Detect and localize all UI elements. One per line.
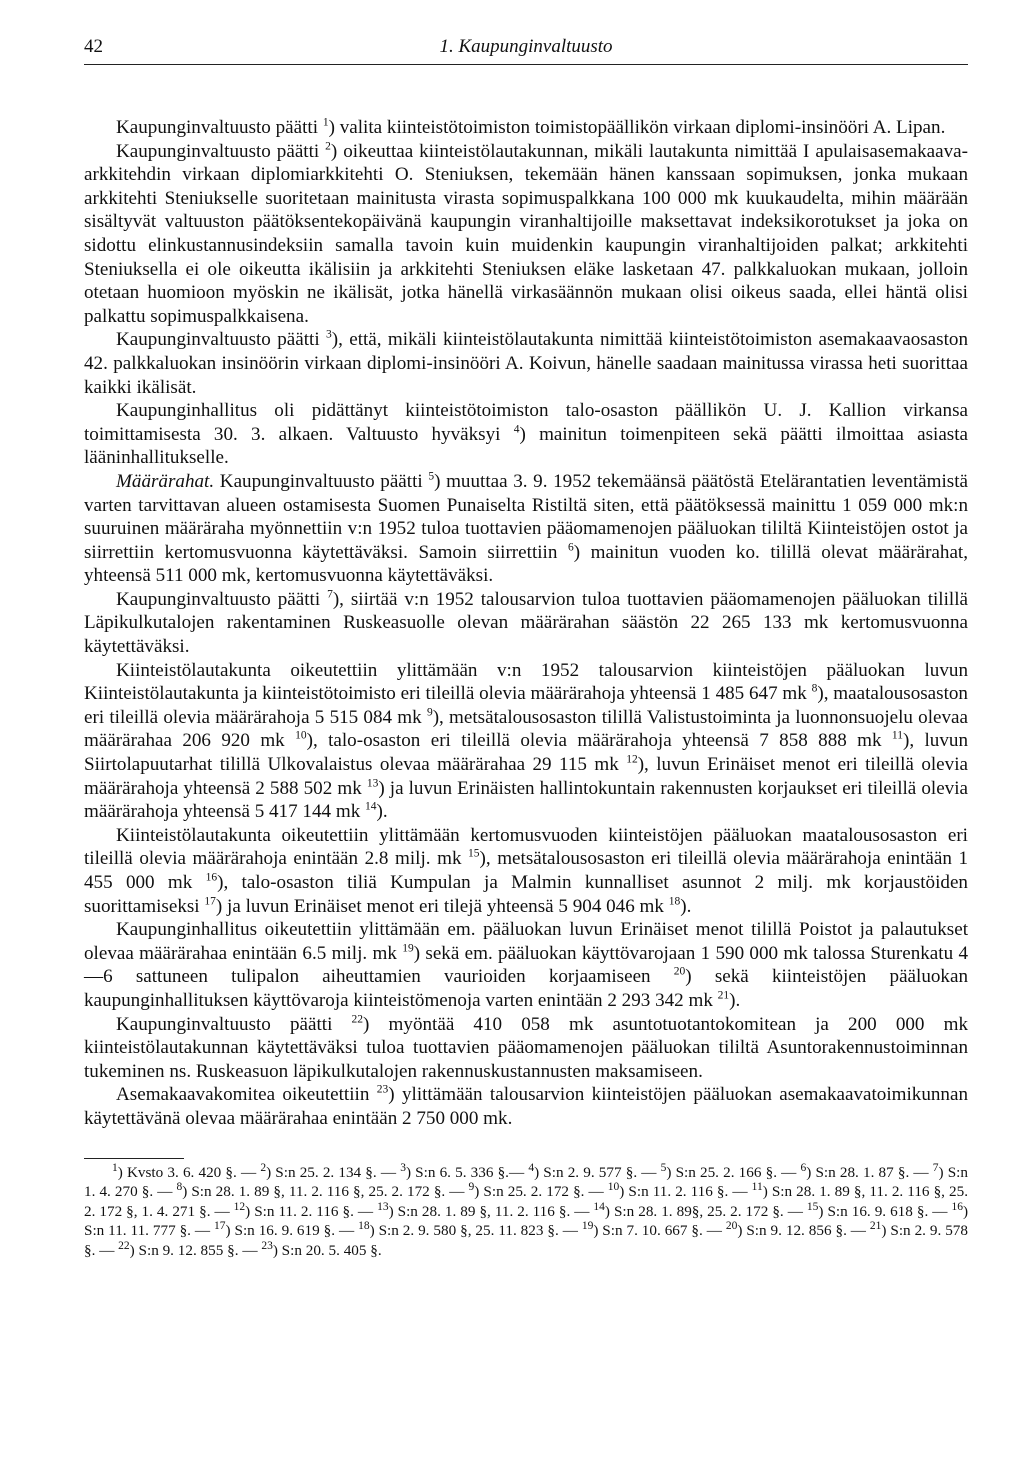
paragraph: Kaupunginvaltuusto päätti $^3$), että, mikäli kiinteistölautakunta nimittää kiinteistötoimiston asemakaavaosaston 42. palkkaluokan insinöörin virkaan diplomi-insinööri A. Koivun, hänelle saadaan mainitussa virassa heti suorittaa kaikki ikälisät.	[84, 328, 968, 398]
paragraph: Kiinteistölautakunta oikeutettiin ylittämään v:n 1952 talousarvion kiinteistöjen pääluokan luvun Kiinteistölautakunta ja kiinteistötoimisto eri tileillä olevia määrärahoja yhteensä 1 485 647 mk $^8$), maatalousosaston eri tileillä olevia määrärahoja 5 515 084 mk $^9$), metsätalousosaston tilillä Valistustoiminta ja luonnonsuojelu olevaa määrärahaa 206 920 mk $^{10}$), talo-osaston eri tileillä olevia määrärahoja yhteensä 7 858 888 mk $^{11}$), luvun Siirtolapuutarhat tilillä Ulkovalaistus olevaa määrärahaa 29 115 mk $^{12}$), luvun Erinäiset menot eri tileillä olevia määrärahoja yhteensä 2 588 502 mk $^{13}$) ja luvun Erinäisten hallintokuntain rakennusten korjaukset eri tileillä olevia määrärahoja yhteensä 5 417 144 mk $^{14}$).	[84, 659, 969, 823]
footnote-marker: 2	[325, 140, 331, 153]
footnote-marker: 22	[118, 1239, 130, 1252]
text-run: .	[735, 989, 741, 1011]
footnote-marker: 23	[261, 1239, 273, 1252]
footnote-marker: 4	[513, 423, 520, 436]
paragraph: Määrärahat. Kaupunginvaltuusto päätti $^5$) muuttaa 3. 9. 1952 tekemäänsä päätöstä Etelärantatien leventämistä varten tarvittavan alueen ostamisesta Suomen Punaiselta Ristiltä siten, että päätöksessä mainittu 1 059 000 mk:n suuruinen määräraha myönnettiin v:n 1952 tuloa tuottavien pääomamenojen pääluokan tililtä Kiinteistöjen ostot ja siirrettiin kertomusvuonna käytettäväksi. Samoin siirrettiin $^6$) mainitun vuoden ko. tilillä olevat määrärahat, yhteensä 511 000 mk, kertomusvuonna käytettäväksi.	[84, 470, 968, 587]
footnote-marker: 4	[528, 1161, 535, 1174]
footnote-marker: 3	[400, 1161, 406, 1174]
text-run: , talo-osaston tiliä Kumpulan ja Malmin kunnalliset asunnot 2 milj. mk korjaustöiden suorittamiseksi	[84, 872, 968, 917]
text-run: S:n 16. 9. 618 §. —	[823, 1202, 952, 1220]
text-run: S:n 28. 1. 89 §, 11. 2. 116 §, 25. 2. 172 §, 1. 4. 271 §. —	[84, 1183, 969, 1220]
text-run: S:n 11. 2. 116 §. —	[624, 1183, 752, 1201]
footnote-marker: 10	[607, 1181, 620, 1194]
text-run: S:n 9. 12. 855 §. —	[134, 1241, 262, 1259]
text-run: ylittämään talousarvion kiinteistöjen pääluokan asemakaavatoimikunnan käytettävänä olevaa määrärahaa enintään 2 750 000 mk.	[84, 1084, 969, 1129]
text-run: Kaupunginvaltuusto päätti	[116, 140, 326, 162]
text-run: muuttaa 3. 9. 1952 tekemäänsä päätöstä Etelärantatien leventämistä varten tarvittavan alueen ostamisesta Suomen Punaiselta Ristiltä siten, että päätöksessä mainittu 1 059 000 mk:n suuruinen määräraha myönnettiin v:n 1952 tuloa tuottavien pääomamenojen pääluokan tililtä Kiinteistöjen ostot ja siirrettiin kertomusvuonna käytettäväksi. Samoin siirrettiin	[84, 470, 968, 563]
footnote-marker: 11	[891, 730, 903, 743]
footnotes-rule	[84, 1158, 184, 1159]
footnotes-section	[84, 1158, 968, 1261]
text-run: .	[382, 801, 388, 823]
text-run: myöntää 410 058 mk asuntotuotantokomitean ja 200 000 mk kiinteistölautakunnan käytettäväksi tuloa tuottavien pääomamenojen pääluokan tililtä Asuntorakennustoiminnan tukeminen ns. Ruskeasuon läpikulkutalojen rakennuskustannusten maksamiseen.	[84, 1013, 968, 1082]
body-text	[84, 116, 968, 1131]
text-run: sekä kiinteistöjen pääluokan kaupunginhallituksen käyttövaroja kiinteistömenoja varten enintään 2 293 342 mk	[84, 966, 968, 1011]
paragraph: Kaupunginvaltuusto päätti $^{22}$) myöntää 410 058 mk asuntotuotantokomitean ja 200 000 mk kiinteistölautakunnan käytettäväksi tuloa tuottavien pääomamenojen pääluokan tililtä Asuntorakennustoiminnan tukeminen ns. Ruskeasuon läpikulkutalojen rakennuskustannusten maksamiseen.	[84, 1013, 968, 1082]
text-run: , luvun Siirtolapuutarhat tilillä Ulkovalaistus olevaa määrärahaa 29 115 mk	[84, 730, 968, 776]
text-run: valita kiinteistötoimiston toimistopäällikön virkaan diplomi-insinööri A. Lipan.	[334, 117, 946, 138]
text-run: S:n 2. 9. 580 §, 25. 11. 823 §. —	[374, 1222, 582, 1240]
text-run: ja luvun Erinäisten hallintokuntain rakennusten korjaukset eri tileillä olevia määrärahoja yhteensä 5 417 144 mk	[84, 777, 969, 823]
text-run: S:n 25. 2. 172 §. —	[479, 1183, 608, 1201]
footnote-marker: 14	[593, 1200, 605, 1213]
footnotes-text	[84, 1163, 968, 1261]
footnote-marker: 10	[295, 730, 307, 743]
footnote-marker: 13	[377, 1200, 389, 1213]
paragraph: Kaupunginhallitus oikeutettiin ylittämään em. pääluokan luvun Erinäiset menot tilillä Poistot ja palautukset olevaa määrärahaa enintään 6.5 milj. mk $^{19}$) sekä em. pääluokan käyttövarojaan 1 590 000 mk talossa Sturenkatu 4—6 sattuneen tulipalon aiheuttamien vaurioiden korjaamiseen $^{20}$) sekä kiinteistöjen pääluokan kaupunginhallituksen käyttövaroja kiinteistömenoja varten enintään 2 293 342 mk $^{21}$).	[84, 919, 968, 1011]
paragraph: Kaupunginvaltuusto päätti $^7$), siirtää v:n 1952 talousarvion tuloa tuottavien pääomamenojen pääluokan tilillä Läpikulkutalojen rakentaminen Ruskeasuolle olevan määrärahan säästön 22 265 133 mk kertomusvuonna käytettäväksi.	[84, 588, 968, 658]
footnote-marker: 7	[932, 1161, 939, 1174]
text-run: S:n 25. 2. 166 §. —	[671, 1163, 801, 1181]
text-run: Kvsto 3. 6. 420 §. —	[122, 1163, 261, 1181]
text-run: ja luvun Erinäiset menot eri tilejä yhteensä 5 904 046 mk	[222, 895, 669, 917]
text-run: S:n 11. 11. 777 §. —	[84, 1222, 215, 1240]
footnote-marker: 9	[426, 706, 433, 719]
text-run: , talo-osaston eri tileillä olevia määrärahoja yhteensä 7 858 888 mk	[312, 730, 892, 752]
text-run: mainitun vuoden ko. tilillä olevat määrärahat, yhteensä 511 000 mk, kertomusvuonna käytettäväksi.	[84, 541, 968, 587]
footnote-marker: 1	[322, 116, 329, 129]
footnote-marker: 6	[800, 1161, 807, 1174]
footnote-marker: 18	[668, 895, 681, 908]
footnote-marker: 21	[717, 989, 730, 1002]
footnote-marker: 8	[811, 682, 818, 695]
text-run: S:n 20. 5. 405 §.	[277, 1241, 382, 1259]
paragraph: Kiinteistölautakunta oikeutettiin ylittämään kertomusvuoden kiinteistöjen pääluokan maatalousosaston eri tileillä olevia määrärahoja enintään 2.8 milj. mk $^{15}$), metsätalousosaston eri tileillä olevia määrärahoja enintään 1 455 000 mk $^{16}$), talo-osaston tiliä Kumpulan ja Malmin kunnalliset asunnot 2 milj. mk korjaustöiden suorittamiseksi $^{17}$) ja luvun Erinäiset menot eri tilejä yhteensä 5 904 046 mk $^{18}$).	[84, 824, 968, 917]
footnote-marker: 5	[428, 470, 435, 483]
page-header	[84, 30, 968, 64]
text-run: S:n 2. 9. 577 §. —	[539, 1163, 661, 1181]
text-run: Kaupunginhallitus oli pidättänyt kiinteistötoimiston talo-osaston päällikön U. J. Kallion virkansa toimittamisesta 30. 3. alkaen. Valtuusto hyväksyi	[84, 400, 968, 445]
footnote-marker: 12	[626, 753, 638, 766]
footnote-marker: 11	[751, 1181, 763, 1194]
text-run: sekä em. pääluokan käyttövarojaan 1 590 000 mk talossa Sturenkatu 4—6 sattuneen tulipalon aiheuttamien vaurioiden korjaamiseen	[84, 942, 968, 988]
text-run: , siirtää v:n 1952 talousarvion tuloa tuottavien pääomamenojen pääluokan tilillä Läpikulkutalojen rakentaminen Ruskeasuolle olevan määrärahan säästön 22 265 133 mk kertomusvuonna käytettäväksi.	[84, 588, 968, 658]
footnote-marker: 21	[869, 1220, 882, 1233]
text-run: Kaupunginvaltuusto päätti	[116, 117, 323, 138]
text-run: S:n 6. 5. 336 §.—	[411, 1163, 529, 1181]
footnote-marker: 14	[365, 800, 377, 813]
running-title: 1. Kaupunginvaltuusto	[439, 36, 613, 57]
text-run: Kaupunginvaltuusto päätti	[116, 329, 326, 351]
text-run: S:n 11. 2. 116 §. —	[250, 1202, 378, 1220]
text-run: , että, mikäli kiinteistölautakunta nimittää kiinteistötoimiston asemakaavaosaston 42. palkkaluokan insinöörin virkaan diplomi-insinööri A. Koivun, hänelle saadaan mainitussa virassa heti suorittaa kaikki ikälisät.	[84, 329, 968, 398]
footnote-marker: 15	[468, 848, 480, 861]
footnote-marker: 18	[358, 1220, 370, 1233]
text-run: S:n 9. 12. 856 §. —	[742, 1222, 870, 1240]
footnote-marker: 16	[951, 1200, 963, 1213]
text-run: S:n 28. 1. 89§, 25. 2. 172 §. —	[609, 1202, 807, 1220]
footnote-marker: 23	[376, 1083, 389, 1096]
page-number: 42	[84, 36, 103, 57]
text-run: Kaupunginvaltuusto päätti	[116, 1013, 352, 1035]
footnote-marker: 22	[351, 1013, 364, 1026]
footnote-marker: 17	[214, 1220, 226, 1233]
paragraph: Kaupunginvaltuusto päätti $^2$) oikeuttaa kiinteistölautakunnan, mikäli lautakunta nimittää I apulaisasemakaava-arkkitehdin virkaan diplomiarkkitehti O. Steniuksen, tekemään hänen kanssaan sopimuksen, jonka mukaan arkkitehti Steniukselle suoritetaan mainitusta virasta sopimuspalkkana 100 000 mk kuukaudelta, mihin määrään sisältyvät valtuuston päätöksentekopäivänä kaupungin viranhaltijoille maksettavat indeksikorotukset ja joka on sidottu elinkustannusindeksiin samalla tavoin kuin muidenkin kaupungin viranhaltijoiden palkat; arkkitehti Steniuksella ei ole oikeutta ikälisiin ja arkkitehti Steniuksen eläke lasketaan 47. palkkaluokan mukaan, jolloin otetaan huomioon myöskin ne ikälisät, jotka hänellä virkasäännön mukaan olisi oikeus saada, ellei häntä olisi palkattu sopimuspalkkaisena.	[84, 140, 968, 327]
text-run: oikeuttaa kiinteistölautakunnan, mikäli lautakunta nimittää I apulaisasemakaava-arkkitehdin virkaan diplomiarkkitehti O. Steniuksen, tekemään hänen kanssaan sopimuksen, jonka mukaan arkkitehti Steniukselle suoritetaan mainitusta virasta sopimuspalkkana 100 000 mk kuukaudelta, mihin määrään sisältyvät valtuuston päätöksentekopäivänä kaupungin viranhaltijoille maksettavat indeksikorotukset ja joka on sidottu elinkustannusindeksiin samalla tavoin kuin muidenkin kaupungin viranhaltijoiden palkat; arkkitehti Steniuksella ei ole oikeutta ikälisiin ja arkkitehti Steniuksen eläke lasketaan 47. palkkaluokan mukaan, jolloin otetaan huomioon myöskin ne ikälisät, jotka hänellä virkasäännön mukaan olisi oikeus saada, ellei häntä olisi palkattu sopimuspalkkaisena.	[84, 140, 968, 327]
text-run: S:n 28. 1. 87 §. —	[811, 1163, 933, 1181]
text-run: S:n 1. 4. 270 §. —	[84, 1163, 968, 1201]
text-run: S:n 28. 1. 89 §, 11. 2. 116 §. —	[393, 1202, 594, 1220]
footnote-marker: 13	[366, 777, 379, 790]
footnote-marker: 9	[468, 1181, 475, 1194]
text-run: Kaupunginhallitus oikeutettiin ylittämään em. pääluokan luvun Erinäiset menot tilillä Poistot ja palautukset olevaa määrärahaa enintään 6.5 milj. mk	[84, 919, 968, 964]
text-run: mainitun toimenpiteen sekä päätti ilmoittaa asiasta lääninhallitukselle.	[84, 423, 968, 469]
text-run: , metsätalousosaston eri tileillä olevia määrärahoja enintään 1 455 000 mk	[84, 848, 968, 893]
footnote-marker: 12	[233, 1200, 246, 1213]
text-run: Kaupunginvaltuusto päätti	[214, 470, 429, 492]
footnote-marker: 20	[673, 966, 686, 979]
text-run: Kiinteistölautakunta oikeutettiin ylittämään v:n 1952 talousarvion kiinteistöjen pääluokan luvun Kiinteistölautakunta ja kiinteistötoimisto eri tileillä olevia määrärahoja yhteensä 1 485 647 mk	[84, 659, 968, 705]
text-run: Kiinteistölautakunta oikeutettiin ylittämään kertomusvuoden kiinteistöjen pääluokan maatalousosaston eri tileillä olevia määrärahoja enintään 2.8 milj. mk	[84, 824, 968, 870]
text-run: , luvun Erinäiset menot eri tileillä olevia määrärahoja yhteensä 2 588 502 mk	[84, 754, 968, 799]
document-page	[84, 30, 968, 1261]
paragraph: Kaupunginvaltuusto päätti $^1$) valita kiinteistötoimiston toimistopäällikön virkaan diplomi-insinööri A. Lipan.	[116, 116, 946, 138]
paragraph: Kaupunginhallitus oli pidättänyt kiinteistötoimiston talo-osaston päällikön U. J. Kallion virkansa toimittamisesta 30. 3. alkaen. Valtuusto hyväksyi $^4$) mainitun toimenpiteen sekä päätti ilmoittaa asiasta lääninhallitukselle.	[84, 400, 968, 469]
footnote-marker: 2	[260, 1161, 267, 1174]
text-run: , maatalousosaston eri tileillä olevia määrärahoja 5 515 084 mk	[84, 683, 968, 728]
text-run: S:n 16. 9. 619 §. —	[230, 1222, 359, 1240]
footnote-marker: 7	[327, 588, 333, 601]
paragraph: Asemakaavakomitea oikeutettiin $^{23}$) ylittämään talousarvion kiinteistöjen pääluokan asemakaavatoimikunnan käytettävänä olevaa määrärahaa enintään 2 750 000 mk.	[84, 1083, 969, 1129]
text-run: , metsätalousosaston tilillä Valistustoiminta ja luonnonsuojelu olevaa määrärahaa 206 920 mk	[84, 706, 968, 752]
footnote-marker: 3	[325, 328, 332, 341]
footnote-paragraph: $^1$) Kvsto 3. 6. 420 §. — $^2$) S:n 25. 2. 134 §. — $^3$) S:n 6. 5. 336 §.— $^4$) S:n 2. 9. 577 §. — $^5$) S:n 25. 2. 166 §. — $^6$) S:n 28. 1. 87 §. — $^7$) S:n 1. 4. 270 §. — $^8$) S:n 28. 1. 89 §, 11. 2. 116 §, 25. 2. 172 §. — $^9$) S:n 25. 2. 172 §. — $^{10}$) S:n 11. 2. 116 §. — $^{11}$) S:n 28. 1. 89 §, 11. 2. 116 §, 25. 2. 172 §, 1. 4. 271 §. — $^{12}$) S:n 11. 2. 116 §. — $^{13}$) S:n 28. 1. 89 §, 11. 2. 116 §. — $^{14}$) S:n 28. 1. 89§, 25. 2. 172 §. — $^{15}$) S:n 16. 9. 618 §. — $^{16}$) S:n 11. 11. 777 §. — $^{17}$) S:n 16. 9. 619 §. — $^{18}$) S:n 2. 9. 580 §, 25. 11. 823 §. — $^{19}$) S:n 7. 10. 667 §. — $^{20}$) S:n 9. 12. 856 §. — $^{21}$) S:n 2. 9. 578 §. — $^{22}$) S:n 9. 12. 855 §. — $^{23}$) S:n 20. 5. 405 §.	[84, 1161, 969, 1259]
footnote-marker: 19	[402, 942, 414, 955]
footnote-marker: 16	[205, 871, 218, 884]
text-run: S:n 28. 1. 89 §, 11. 2. 116 §, 25. 2. 172 §. —	[187, 1183, 469, 1201]
footnote-marker: 6	[567, 541, 574, 554]
footnote-marker: 17	[204, 895, 216, 908]
footnote-marker: 1	[112, 1161, 118, 1174]
text-run: S:n 2. 9. 578 §. —	[84, 1222, 968, 1259]
footnote-marker: 8	[176, 1181, 183, 1194]
text-run: S:n 25. 2. 134 §. —	[271, 1163, 401, 1181]
text-run: Asemakaavakomitea oikeutettiin	[116, 1084, 377, 1106]
italic-heading: Määrärahat.	[116, 470, 215, 492]
text-run: .	[686, 895, 692, 917]
footnote-marker: 15	[806, 1200, 819, 1213]
footnote-marker: 20	[725, 1220, 738, 1233]
text-run: Kaupunginvaltuusto päätti	[116, 588, 328, 610]
footnote-marker: 5	[660, 1161, 667, 1174]
footnote-marker: 19	[581, 1220, 594, 1233]
header-rule	[84, 64, 968, 65]
text-run: S:n 7. 10. 667 §. —	[598, 1222, 726, 1240]
